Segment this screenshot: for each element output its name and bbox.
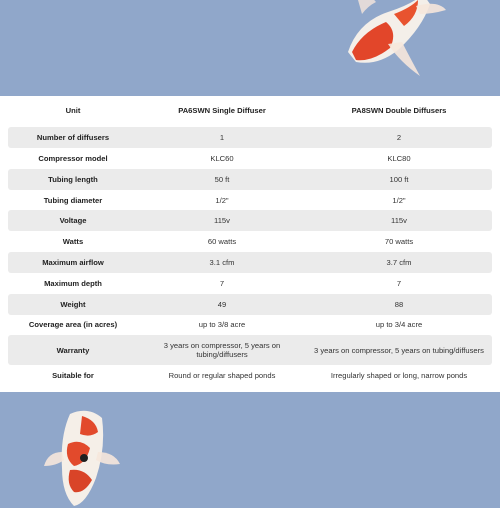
row-label: Maximum airflow <box>42 257 104 267</box>
table-header-row <box>8 100 492 121</box>
single-value: 1/2" <box>215 195 229 205</box>
row-label: Watts <box>62 236 84 246</box>
row-label: Suitable for <box>52 370 94 380</box>
single-value: 49 <box>217 299 227 309</box>
double-value: 88 <box>394 299 404 309</box>
double-value: KLC80 <box>387 153 411 163</box>
row-label: Tubing diameter <box>43 195 103 205</box>
row-label: Maximum depth <box>44 278 102 288</box>
double-value: 7 <box>396 278 402 288</box>
single-value: KLC60 <box>210 153 234 163</box>
row-label: Warranty <box>56 345 90 355</box>
single-value: 1 <box>219 132 225 142</box>
double-value: 2 <box>396 132 402 142</box>
koi-fish-image <box>40 408 130 508</box>
single-value: Round or regular shaped ponds <box>168 370 276 380</box>
double-value: 70 watts <box>384 236 414 246</box>
table-row <box>8 231 492 252</box>
single-value: 50 ft <box>214 174 230 184</box>
double-value: Irregularly shaped or long, narrow ponds <box>330 370 468 380</box>
table-row <box>8 190 492 211</box>
single-value: 115v <box>214 215 230 225</box>
single-value: 3.1 cfm <box>209 257 235 267</box>
table-row <box>8 294 492 315</box>
header-unit: Unit <box>65 105 81 115</box>
single-value: 7 <box>219 278 225 288</box>
row-label: Number of diffusers <box>36 132 110 142</box>
bottom-water-banner <box>0 392 500 500</box>
double-value: up to 3/4 acre <box>375 319 423 329</box>
double-value: 3 years on compressor, 5 years on tubing/diffusers <box>314 345 484 355</box>
koi-fish-image <box>328 0 448 82</box>
double-value: 115v <box>391 215 407 225</box>
table-row <box>8 127 492 148</box>
table-row <box>8 210 492 231</box>
table-row <box>8 252 492 273</box>
header-double-diffusers: PA8SWN Double Diffusers <box>351 105 447 115</box>
row-label: Compressor model <box>38 153 108 163</box>
top-water-banner <box>0 0 500 96</box>
row-label: Tubing length <box>48 174 98 184</box>
table-row <box>8 314 492 335</box>
double-value: 1/2" <box>392 195 406 205</box>
table-row <box>8 148 492 169</box>
table-row <box>8 273 492 294</box>
row-label: Voltage <box>59 215 87 225</box>
table-row <box>8 365 492 386</box>
table-row <box>8 335 492 365</box>
double-value: 3.7 cfm <box>386 257 412 267</box>
comparison-table <box>0 96 500 392</box>
double-value: 100 ft <box>389 174 409 184</box>
table-row <box>8 169 492 190</box>
row-label: Coverage area (in acres) <box>28 319 118 329</box>
single-value: up to 3/8 acre <box>198 319 246 329</box>
single-value: 60 watts <box>207 236 237 246</box>
header-single-diffuser: PA6SWN Single Diffuser <box>178 105 266 115</box>
row-label: Weight <box>60 299 86 309</box>
single-value: 3 years on compressor, 5 years on tubing/diffusers <box>163 341 281 359</box>
